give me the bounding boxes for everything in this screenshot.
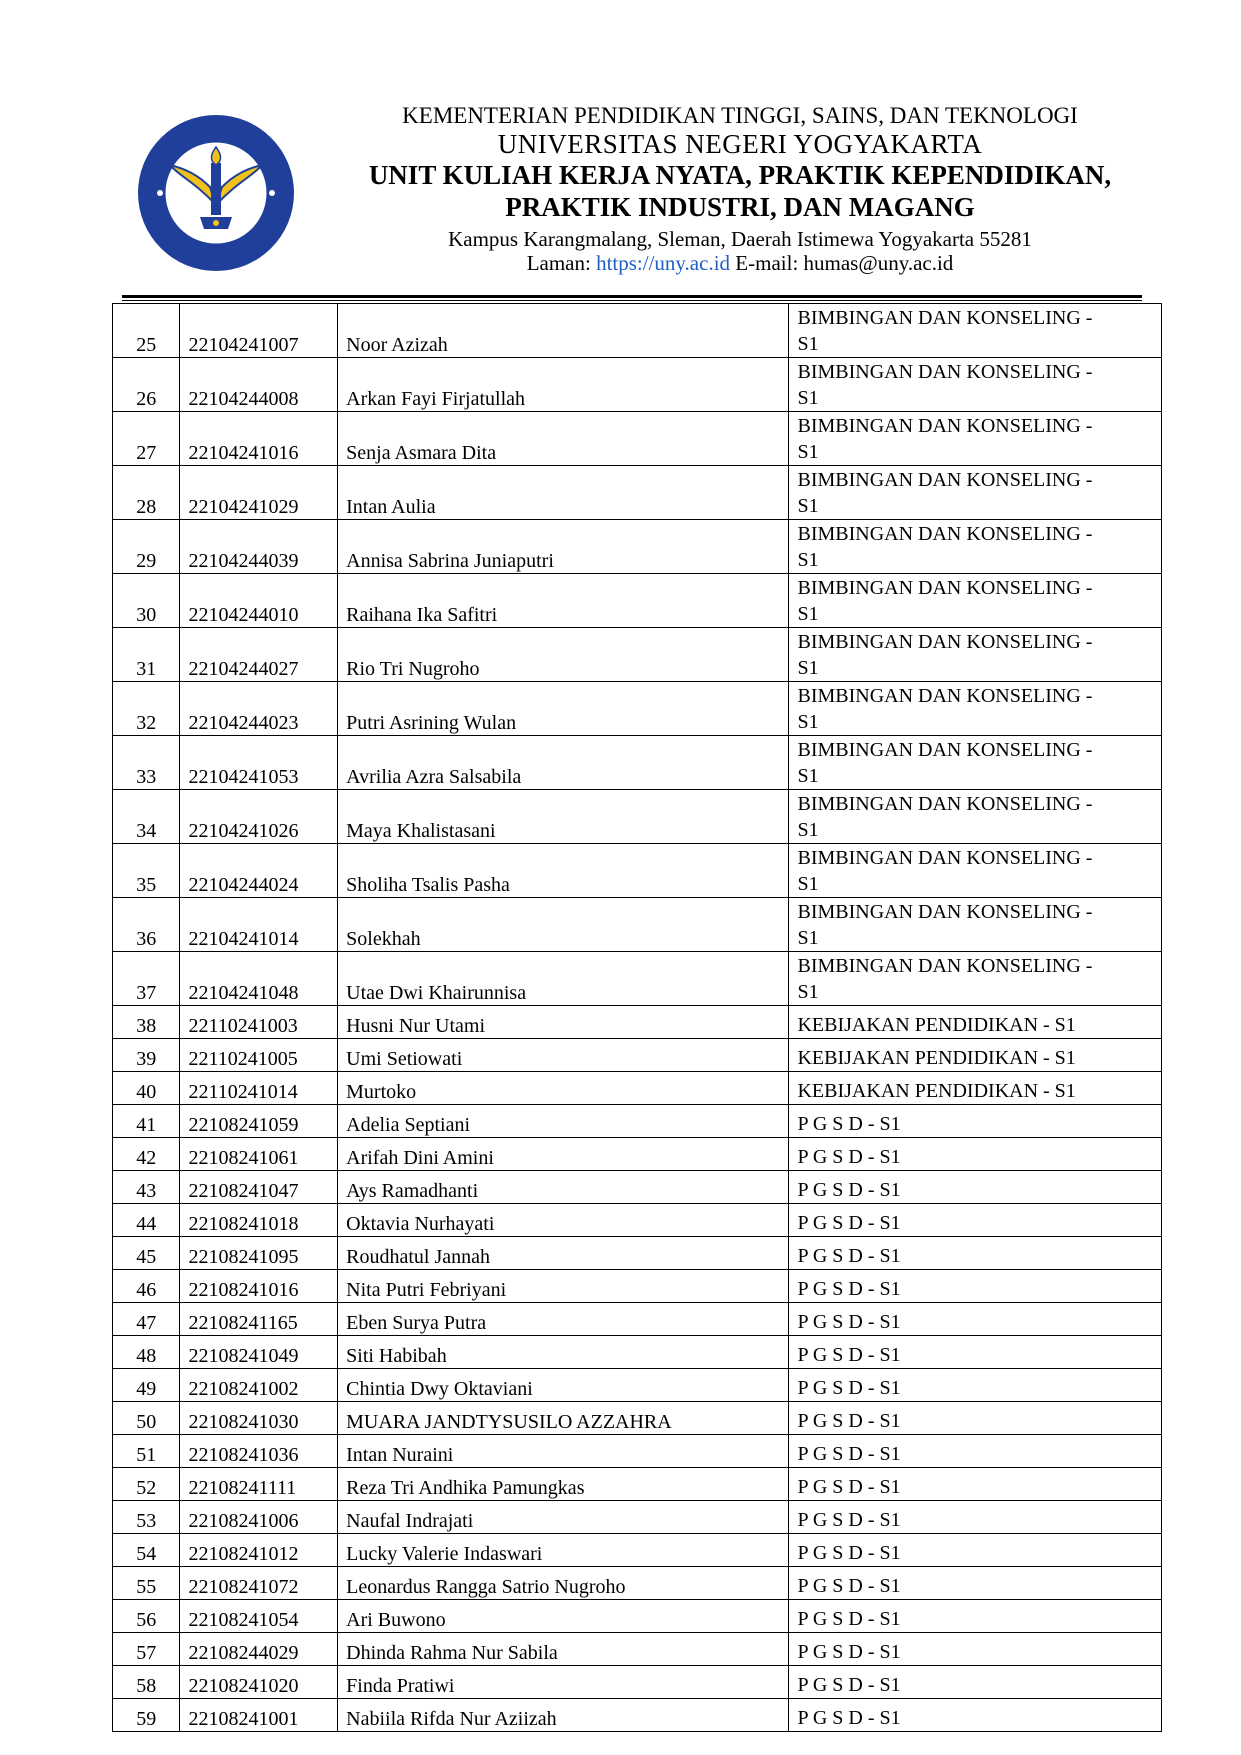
- table-row: [113, 1534, 1162, 1567]
- study-program-line-1: P G S D - S1: [797, 1377, 901, 1399]
- study-program-line-1: BIMBINGAN DAN KONSELING -: [797, 577, 1093, 599]
- student-name: Putri Asrining Wulan: [338, 682, 789, 736]
- study-program-line-1: BIMBINGAN DAN KONSELING -: [797, 739, 1093, 761]
- table-row: [113, 412, 1162, 466]
- student-id: 22108241054: [180, 1600, 338, 1633]
- student-name: Naufal Indrajati: [338, 1501, 789, 1534]
- study-program: [789, 304, 1162, 358]
- study-program: [789, 1171, 1162, 1204]
- student-name: Arkan Fayi Firjatullah: [338, 358, 789, 412]
- student-name: Adelia Septiani: [338, 1105, 789, 1138]
- study-program: [789, 1534, 1162, 1567]
- table-row: [113, 844, 1162, 898]
- table-row: [113, 1402, 1162, 1435]
- study-program-line-1: BIMBINGAN DAN KONSELING -: [797, 793, 1093, 815]
- table-row: [113, 1138, 1162, 1171]
- study-program-line-2: S1: [797, 981, 819, 1003]
- study-program-line-2: S1: [797, 549, 819, 571]
- study-program-line-1: P G S D - S1: [797, 1641, 901, 1663]
- student-name: Intan Nuraini: [338, 1435, 789, 1468]
- study-program: [789, 898, 1162, 952]
- student-id: 22104244008: [180, 358, 338, 412]
- table-row: [113, 898, 1162, 952]
- study-program: [789, 1369, 1162, 1402]
- row-number: 44: [113, 1204, 180, 1237]
- study-program-line-1: KEBIJAKAN PENDIDIKAN - S1: [797, 1047, 1076, 1069]
- unit-name-line-2: PRAKTIK INDUSTRI, DAN MAGANG: [505, 191, 975, 222]
- row-number: 37: [113, 952, 180, 1006]
- row-number: 54: [113, 1534, 180, 1567]
- row-number: 34: [113, 790, 180, 844]
- row-number: 46: [113, 1270, 180, 1303]
- study-program-line-1: P G S D - S1: [797, 1443, 901, 1465]
- row-number: 38: [113, 1006, 180, 1039]
- student-name: Chintia Dwy Oktaviani: [338, 1369, 789, 1402]
- student-id: 22104241048: [180, 952, 338, 1006]
- table-row: [113, 574, 1162, 628]
- study-program: [789, 1600, 1162, 1633]
- student-id: 22108241061: [180, 1138, 338, 1171]
- study-program: [789, 682, 1162, 736]
- contact-line: [300, 251, 1180, 275]
- student-id: 22108241012: [180, 1534, 338, 1567]
- student-id: 22108241111: [180, 1468, 338, 1501]
- student-id: 22110241014: [180, 1072, 338, 1105]
- study-program-line-2: S1: [797, 819, 819, 841]
- email-label: E-mail:: [735, 250, 799, 275]
- student-name: Nabiila Rifda Nur Aziizah: [338, 1699, 789, 1732]
- study-program-line-1: P G S D - S1: [797, 1113, 901, 1135]
- student-id: 22108241016: [180, 1270, 338, 1303]
- study-program: [789, 1336, 1162, 1369]
- study-program-line-1: BIMBINGAN DAN KONSELING -: [797, 955, 1093, 977]
- student-name: Senja Asmara Dita: [338, 412, 789, 466]
- student-id: 22104244023: [180, 682, 338, 736]
- letterhead-divider-thin: [122, 300, 1142, 301]
- student-id: 22110241005: [180, 1039, 338, 1072]
- student-id: 22108241047: [180, 1171, 338, 1204]
- study-program: [789, 1633, 1162, 1666]
- table-row: [113, 1105, 1162, 1138]
- study-program-line-2: S1: [797, 603, 819, 625]
- letterhead: [300, 103, 1180, 275]
- study-program-line-1: P G S D - S1: [797, 1410, 901, 1432]
- study-program-line-1: P G S D - S1: [797, 1608, 901, 1630]
- university-name: UNIVERSITAS NEGERI YOGYAKARTA: [497, 129, 983, 160]
- row-number: 55: [113, 1567, 180, 1600]
- student-name: Leonardus Rangga Satrio Nugroho: [338, 1567, 789, 1600]
- roster-body: [113, 304, 1162, 1732]
- row-number: 48: [113, 1336, 180, 1369]
- letterhead-divider-thick: [122, 295, 1142, 298]
- student-name: Rio Tri Nugroho: [338, 628, 789, 682]
- study-program-line-1: P G S D - S1: [797, 1278, 901, 1300]
- student-name: Ari Buwono: [338, 1600, 789, 1633]
- study-program-line-1: P G S D - S1: [797, 1575, 901, 1597]
- table-row: [113, 1039, 1162, 1072]
- table-row: [113, 1600, 1162, 1633]
- study-program-line-1: BIMBINGAN DAN KONSELING -: [797, 847, 1093, 869]
- study-program: [789, 1204, 1162, 1237]
- student-name: Raihana Ika Safitri: [338, 574, 789, 628]
- table-row: [113, 1006, 1162, 1039]
- study-program-line-2: S1: [797, 927, 819, 949]
- study-program-line-1: P G S D - S1: [797, 1311, 901, 1333]
- table-row: [113, 466, 1162, 520]
- study-program: [789, 520, 1162, 574]
- student-id: 22108241006: [180, 1501, 338, 1534]
- student-id: 22108241165: [180, 1303, 338, 1336]
- student-name: Utae Dwi Khairunnisa: [338, 952, 789, 1006]
- table-row: [113, 1699, 1162, 1732]
- study-program-line-1: P G S D - S1: [797, 1707, 901, 1729]
- row-number: 35: [113, 844, 180, 898]
- student-name: Lucky Valerie Indaswari: [338, 1534, 789, 1567]
- study-program: [789, 1138, 1162, 1171]
- study-program: [789, 952, 1162, 1006]
- table-row: [113, 304, 1162, 358]
- study-program-line-1: KEBIJAKAN PENDIDIKAN - S1: [797, 1080, 1076, 1102]
- student-id: 22104244039: [180, 520, 338, 574]
- table-row: [113, 1369, 1162, 1402]
- student-name: Siti Habibah: [338, 1336, 789, 1369]
- study-program: [789, 574, 1162, 628]
- row-number: 29: [113, 520, 180, 574]
- row-number: 56: [113, 1600, 180, 1633]
- study-program: [789, 1435, 1162, 1468]
- student-id: 22108241036: [180, 1435, 338, 1468]
- ministry-name: KEMENTERIAN PENDIDIKAN TINGGI, SAINS, DAN TEKNOLOGI: [402, 103, 1078, 128]
- student-name: Avrilia Azra Salsabila: [338, 736, 789, 790]
- study-program: [789, 628, 1162, 682]
- table-row: [113, 1270, 1162, 1303]
- row-number: 57: [113, 1633, 180, 1666]
- student-id: 22108241002: [180, 1369, 338, 1402]
- study-program: [789, 844, 1162, 898]
- row-number: 41: [113, 1105, 180, 1138]
- student-id: 22108241018: [180, 1204, 338, 1237]
- study-program: [789, 1468, 1162, 1501]
- table-row: [113, 1633, 1162, 1666]
- table-row: [113, 1567, 1162, 1600]
- row-number: 28: [113, 466, 180, 520]
- study-program-line-1: P G S D - S1: [797, 1179, 901, 1201]
- study-program-line-2: S1: [797, 711, 819, 733]
- study-program-line-1: P G S D - S1: [797, 1542, 901, 1564]
- row-number: 33: [113, 736, 180, 790]
- study-program-line-1: BIMBINGAN DAN KONSELING -: [797, 901, 1093, 923]
- student-id: 22108244029: [180, 1633, 338, 1666]
- table-row: [113, 1072, 1162, 1105]
- study-program-line-1: P G S D - S1: [797, 1509, 901, 1531]
- unit-name-line-1: UNIT KULIAH KERJA NYATA, PRAKTIK KEPENDIDIKAN,: [368, 160, 1112, 191]
- study-program-line-1: P G S D - S1: [797, 1344, 901, 1366]
- student-id: 22108241030: [180, 1402, 338, 1435]
- student-name: Intan Aulia: [338, 466, 789, 520]
- study-program: [789, 1105, 1162, 1138]
- student-name: Eben Surya Putra: [338, 1303, 789, 1336]
- study-program: [789, 1501, 1162, 1534]
- study-program: [789, 358, 1162, 412]
- student-name: Solekhah: [338, 898, 789, 952]
- study-program-line-1: P G S D - S1: [797, 1146, 901, 1168]
- study-program-line-1: BIMBINGAN DAN KONSELING -: [797, 415, 1093, 437]
- row-number: 59: [113, 1699, 180, 1732]
- table-row: [113, 1435, 1162, 1468]
- table-row: [113, 790, 1162, 844]
- study-program: [789, 1402, 1162, 1435]
- student-name: Nita Putri Febriyani: [338, 1270, 789, 1303]
- table-row: [113, 1237, 1162, 1270]
- row-number: 32: [113, 682, 180, 736]
- student-name: Murtoko: [338, 1072, 789, 1105]
- student-name: Ays Ramadhanti: [338, 1171, 789, 1204]
- study-program-line-1: P G S D - S1: [797, 1476, 901, 1498]
- table-row: [113, 628, 1162, 682]
- study-program: [789, 412, 1162, 466]
- study-program-line-1: KEBIJAKAN PENDIDIKAN - S1: [797, 1014, 1076, 1036]
- study-program: [789, 1072, 1162, 1105]
- row-number: 53: [113, 1501, 180, 1534]
- student-id: 22108241095: [180, 1237, 338, 1270]
- website-link[interactable]: https://uny.ac.id: [596, 250, 731, 275]
- student-id: 22104241016: [180, 412, 338, 466]
- student-id: 22108241001: [180, 1699, 338, 1732]
- study-program-line-1: BIMBINGAN DAN KONSELING -: [797, 361, 1093, 383]
- study-program-line-1: BIMBINGAN DAN KONSELING -: [797, 685, 1093, 707]
- student-id: 22104241029: [180, 466, 338, 520]
- study-program-line-2: S1: [797, 657, 819, 679]
- email-address: humas@uny.ac.id: [803, 250, 954, 275]
- row-number: 58: [113, 1666, 180, 1699]
- study-program-line-2: S1: [797, 495, 819, 517]
- study-program-line-1: P G S D - S1: [797, 1245, 901, 1267]
- table-row: [113, 1204, 1162, 1237]
- row-number: 40: [113, 1072, 180, 1105]
- student-id: 22104244024: [180, 844, 338, 898]
- study-program-line-2: S1: [797, 765, 819, 787]
- student-id: 22104244010: [180, 574, 338, 628]
- study-program-line-2: S1: [797, 873, 819, 895]
- table-row: [113, 1336, 1162, 1369]
- study-program-line-2: S1: [797, 387, 819, 409]
- student-name: Oktavia Nurhayati: [338, 1204, 789, 1237]
- row-number: 47: [113, 1303, 180, 1336]
- campus-address: Kampus Karangmalang, Sleman, Daerah Istimewa Yogyakarta 55281: [448, 226, 1032, 251]
- study-program: [789, 1237, 1162, 1270]
- study-program: [789, 1006, 1162, 1039]
- student-name: Husni Nur Utami: [338, 1006, 789, 1039]
- row-number: 43: [113, 1171, 180, 1204]
- row-number: 50: [113, 1402, 180, 1435]
- student-id: 22108241072: [180, 1567, 338, 1600]
- table-row: [113, 1501, 1162, 1534]
- row-number: 26: [113, 358, 180, 412]
- study-program: [789, 1666, 1162, 1699]
- table-row: [113, 736, 1162, 790]
- row-number: 36: [113, 898, 180, 952]
- student-id: 22104241053: [180, 736, 338, 790]
- row-number: 30: [113, 574, 180, 628]
- study-program: [789, 736, 1162, 790]
- student-name: Sholiha Tsalis Pasha: [338, 844, 789, 898]
- row-number: 27: [113, 412, 180, 466]
- website-label: Laman:: [526, 250, 591, 275]
- row-number: 25: [113, 304, 180, 358]
- table-row: [113, 682, 1162, 736]
- student-name: Annisa Sabrina Juniaputri: [338, 520, 789, 574]
- row-number: 42: [113, 1138, 180, 1171]
- study-program: [789, 1039, 1162, 1072]
- study-program-line-2: S1: [797, 441, 819, 463]
- student-name: Roudhatul Jannah: [338, 1237, 789, 1270]
- study-program: [789, 1303, 1162, 1336]
- student-name: Reza Tri Andhika Pamungkas: [338, 1468, 789, 1501]
- student-id: 22108241049: [180, 1336, 338, 1369]
- study-program-line-1: P G S D - S1: [797, 1212, 901, 1234]
- row-number: 31: [113, 628, 180, 682]
- row-number: 45: [113, 1237, 180, 1270]
- study-program: [789, 466, 1162, 520]
- student-id: 22104241014: [180, 898, 338, 952]
- student-name: Dhinda Rahma Nur Sabila: [338, 1633, 789, 1666]
- table-row: [113, 1468, 1162, 1501]
- study-program-line-2: S1: [797, 333, 819, 355]
- student-name: Noor Azizah: [338, 304, 789, 358]
- study-program: [789, 1699, 1162, 1732]
- table-row: [113, 1303, 1162, 1336]
- student-id: 22110241003: [180, 1006, 338, 1039]
- student-id: 22108241059: [180, 1105, 338, 1138]
- study-program: [789, 790, 1162, 844]
- study-program-line-1: BIMBINGAN DAN KONSELING -: [797, 523, 1093, 545]
- table-row: [113, 952, 1162, 1006]
- study-program: [789, 1270, 1162, 1303]
- row-number: 52: [113, 1468, 180, 1501]
- study-program: [789, 1567, 1162, 1600]
- table-row: [113, 1171, 1162, 1204]
- table-row: [113, 520, 1162, 574]
- study-program-line-1: P G S D - S1: [797, 1674, 901, 1696]
- study-program-line-1: BIMBINGAN DAN KONSELING -: [797, 307, 1093, 329]
- student-id: 22104241026: [180, 790, 338, 844]
- study-program-line-1: BIMBINGAN DAN KONSELING -: [797, 631, 1093, 653]
- student-name: Arifah Dini Amini: [338, 1138, 789, 1171]
- study-program-line-1: BIMBINGAN DAN KONSELING -: [797, 469, 1093, 491]
- table-row: [113, 358, 1162, 412]
- row-number: 49: [113, 1369, 180, 1402]
- student-roster-table: [112, 303, 1162, 1732]
- university-logo: [136, 113, 296, 273]
- student-name: Umi Setiowati: [338, 1039, 789, 1072]
- table-row: [113, 1666, 1162, 1699]
- row-number: 39: [113, 1039, 180, 1072]
- student-id: 22104244027: [180, 628, 338, 682]
- student-name: MUARA JANDTYSUSILO AZZAHRA: [338, 1402, 789, 1435]
- row-number: 51: [113, 1435, 180, 1468]
- student-name: Finda Pratiwi: [338, 1666, 789, 1699]
- student-id: 22108241020: [180, 1666, 338, 1699]
- student-id: 22104241007: [180, 304, 338, 358]
- student-name: Maya Khalistasani: [338, 790, 789, 844]
